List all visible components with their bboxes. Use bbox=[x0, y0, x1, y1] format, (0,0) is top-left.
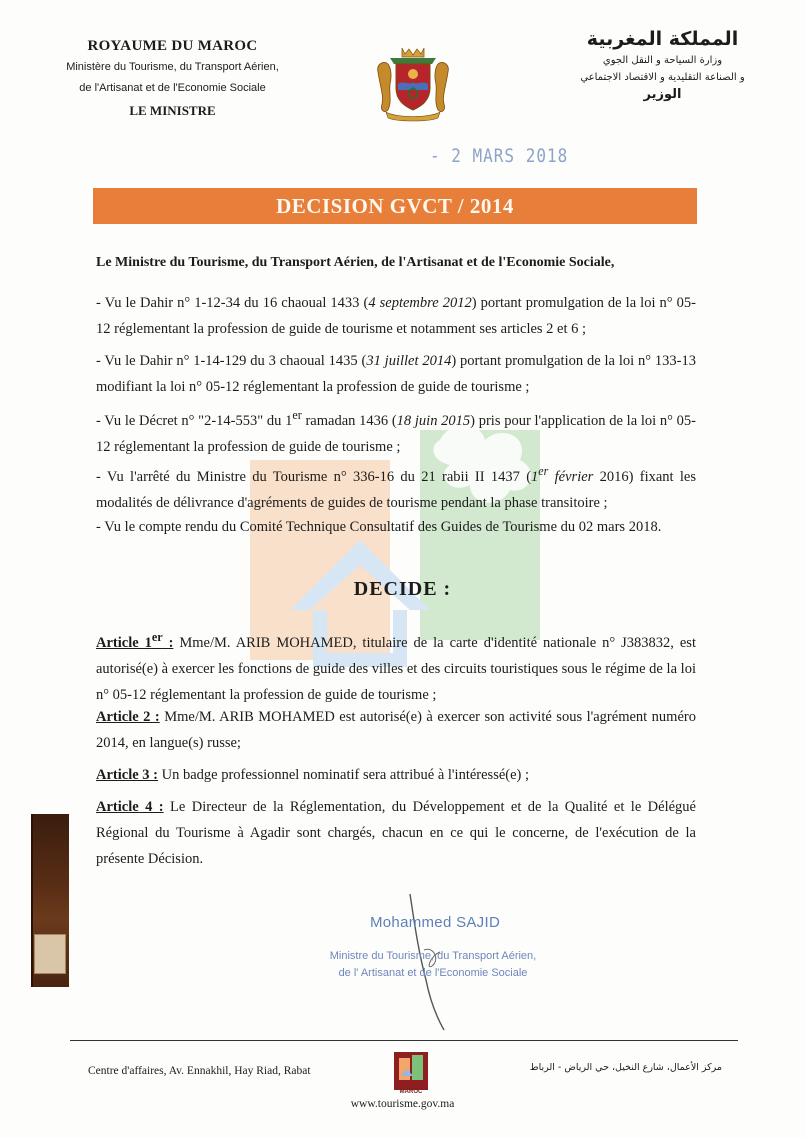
vu4-text-b: 2016) fixant les modalités de délivrance d'agréments de guides de tourisme pendant la phase transitoire ; bbox=[96, 468, 697, 511]
article-3 bbox=[96, 762, 696, 788]
article-1-title-superscript: er bbox=[151, 630, 163, 644]
footer-logo-label: MAROC bbox=[399, 1089, 423, 1095]
vu-paragraph-1 bbox=[96, 290, 696, 342]
minister-label-fr: LE MINISTRE bbox=[129, 103, 216, 118]
decision-title: DECISION GVCT / 2014 bbox=[276, 194, 514, 218]
ministry-line-2-ar: و الصناعة التقليدية و الاقتصاد الاجتماعي bbox=[580, 72, 745, 83]
kingdom-title-fr: ROYAUME DU MAROC bbox=[87, 38, 258, 54]
vu4-date-month: février bbox=[548, 468, 594, 485]
moroccan-coat-of-arms-icon bbox=[372, 44, 454, 122]
footer-address-fr: Centre d'affaires, Av. Ennakhil, Hay Riad, Rabat bbox=[88, 1065, 311, 1077]
article-2 bbox=[96, 704, 696, 756]
article-1-text: Mme/M. ARIB MOHAMED, titulaire de la carte d'identité nationale n° J383832, est autorisé(e) à exercer les fonctions de guide des villes et des circuits touristiques sous le régime de la loi n° 05-12 réglementant la profession de guide de tourisme ; bbox=[96, 634, 696, 703]
vu1-date: 4 septembre 2012 bbox=[368, 295, 472, 311]
signatory-title bbox=[318, 948, 548, 982]
ministry-name-ar bbox=[555, 52, 770, 86]
article-4-title: Article 4 : bbox=[96, 799, 164, 815]
article-1 bbox=[96, 624, 696, 708]
vu2-date: 31 juillet 2014 bbox=[366, 353, 452, 369]
article-4-text: Le Directeur de la Réglementation, du Développement et de la Qualité et le Délégué Régional du Tourisme à Agadir sont chargés, chacun en ce qui le concerne, de l'exécution de la présente Décision. bbox=[96, 799, 696, 867]
article-1-title-b: : bbox=[162, 634, 174, 651]
ministry-name-fr bbox=[40, 57, 305, 99]
vu1-text-b: ) portant promulgation de la loi n° 05-12 réglementant la profession de guide de tourisme et notamment ses articles 2 et 6 ; bbox=[96, 295, 696, 337]
vu3-text-b: ramadan 1436 ( bbox=[301, 412, 397, 429]
vu4-date-num: 1 bbox=[531, 468, 539, 485]
vu4-text-a: - Vu l'arrêté du Ministre du Tourisme n° 336-16 du 21 rabii II 1437 ( bbox=[96, 468, 532, 485]
footer-address-ar: مركز الأعمال، شارع النخيل، حي الرياض - الرباط bbox=[529, 1062, 722, 1073]
vu3-date: 18 juin 2015 bbox=[396, 412, 471, 429]
decision-banner bbox=[93, 188, 697, 224]
signatory-name: Mohammed SAJID bbox=[370, 914, 501, 931]
vu3-text-c: ) pris pour l'application de la loi n° 05-12 réglementant la profession de guide de tourisme ; bbox=[96, 412, 696, 455]
decide-heading: DECIDE : bbox=[353, 578, 452, 600]
vu-paragraph-4 bbox=[96, 458, 696, 516]
vu2-text-a: - Vu le Dahir n° 1-14-129 du 3 chaoual 1435 ( bbox=[96, 353, 367, 369]
article-2-text: Mme/M. ARIB MOHAMED est autorisé(e) à exercer son activité sous l'agrément numéro 2014, en langue(s) russe; bbox=[96, 709, 696, 751]
kingdom-title-ar: المملكة المغربية bbox=[586, 28, 739, 50]
vu3-text-a: - Vu le Décret n° "2-14-553" du 1 bbox=[96, 412, 293, 429]
footer-divider bbox=[70, 1040, 738, 1041]
minister-label-ar: الوزير bbox=[643, 87, 682, 102]
vu5-text: - Vu le compte rendu du Comité Technique Consultatif des Guides de Tourisme du 02 mars 2018. bbox=[96, 519, 662, 535]
vu1-text-a: - Vu le Dahir n° 1-12-34 du 16 chaoual 1433 ( bbox=[96, 295, 369, 311]
article-2-title: Article 2 : bbox=[96, 709, 160, 725]
header-arabic bbox=[555, 28, 770, 102]
date-stamp: - 2 MARS 2018 bbox=[430, 144, 569, 167]
vu-paragraph-2 bbox=[96, 348, 696, 400]
vu3-superscript: er bbox=[292, 408, 302, 422]
vu-paragraph-3 bbox=[96, 402, 696, 460]
header-french bbox=[40, 38, 305, 119]
edge-stamp-logo-icon bbox=[34, 934, 66, 974]
ministry-line-1-fr: Ministère du Tourisme, du Transport Aérien, bbox=[66, 61, 279, 73]
vu4-date-superscript: er bbox=[538, 464, 549, 478]
ministry-line-1-ar: وزارة السياحة و النقل الجوي bbox=[602, 55, 723, 66]
article-1-title-a: Article 1 bbox=[96, 634, 152, 651]
article-3-title: Article 3 : bbox=[96, 767, 158, 783]
preamble-minister-line: Le Ministre du Tourisme, du Transport Aérien, de l'Artisanat et de l'Economie Sociale, bbox=[96, 255, 615, 270]
article-1-title bbox=[96, 630, 174, 651]
vu-paragraph-5 bbox=[96, 514, 696, 540]
article-3-text: Un badge professionnel nominatif sera attribué à l'intéressé(e) ; bbox=[158, 767, 530, 783]
vu2-text-b: ) portant promulgation de la loi n° 133-13 modifiant la loi n° 05-12 réglementant la profession de guide de tourisme ; bbox=[96, 353, 696, 395]
maroc-tourism-logo-icon bbox=[394, 1052, 428, 1090]
article-4 bbox=[96, 794, 696, 872]
signatory-title-line-2: de l' Artisanat et de l'Economie Sociale bbox=[338, 967, 528, 979]
signatory-title-line-1: Ministre du Tourisme, du Transport Aérien, bbox=[329, 950, 537, 962]
ministry-line-2-fr: de l'Artisanat et de l'Economie Sociale bbox=[79, 82, 266, 94]
footer-website-url[interactable]: www.tourisme.gov.ma bbox=[350, 1098, 455, 1110]
